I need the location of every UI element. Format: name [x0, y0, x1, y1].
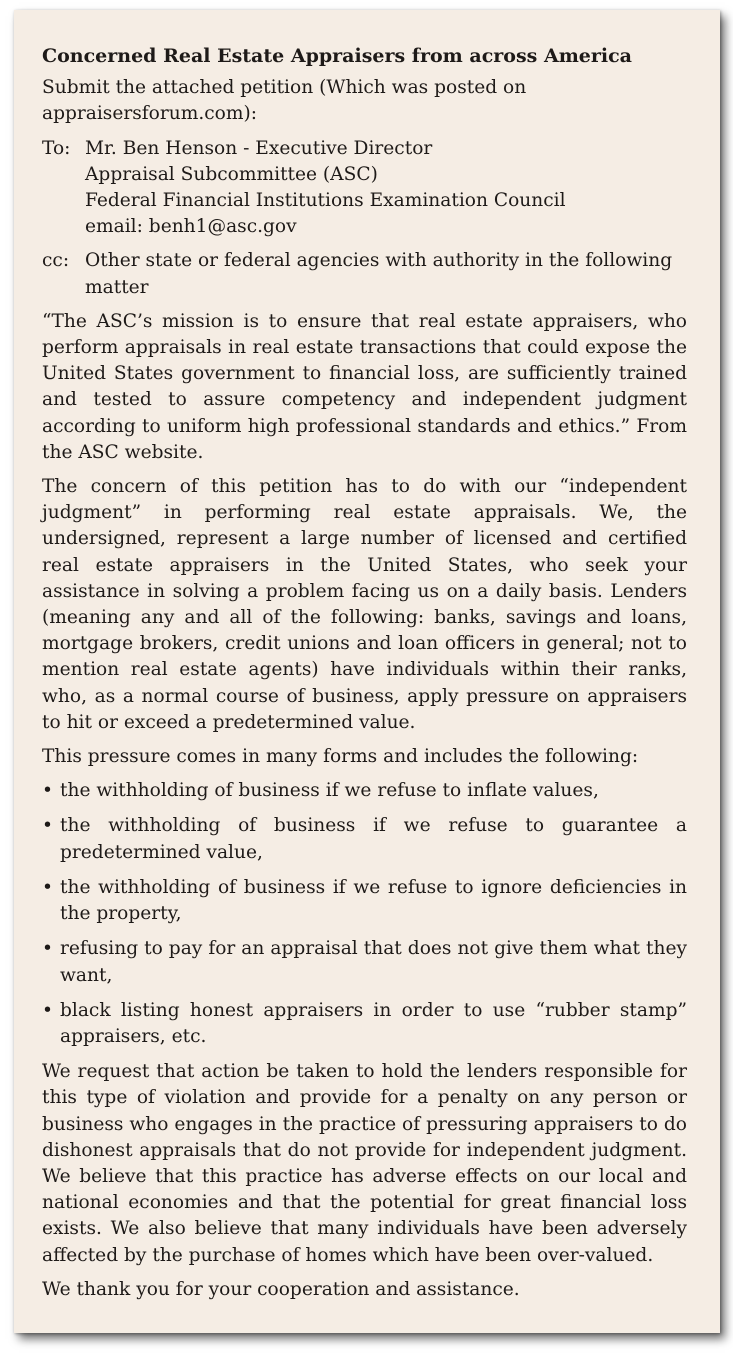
list-item-text: the withholding of business if we refuse to inflate values, [60, 780, 599, 802]
to-line-email: email: benh1@asc.gov [85, 216, 297, 238]
list-item [42, 778, 687, 804]
to-line-council: Federal Financial Institutions Examination Council [85, 190, 566, 212]
to-block [42, 136, 687, 241]
list-item-text: refusing to pay for an appraisal that does not give them what they want, [60, 938, 687, 986]
closing-paragraph: We thank you for your cooperation and assistance. [42, 1278, 520, 1300]
concern-paragraph: The concern of this petition has to do with our “independent judgment” in performing real estate appraisals. We, the undersigned, represent a large number of licensed and certified real estate appraisers in the United States, who seek your assistance in solving a problem facing us on a daily basis. Lenders (meaning any and all of the following: banks, savings and loans, mortgage brokers, credit unions and loan officers in general; not to mention real estate agents) have individuals within their ranks, who, as a normal course of business, apply pressure on appraisers to hit or exceed a predetermined value. [42, 476, 687, 733]
list-item [42, 998, 687, 1050]
list-item-text: the withholding of business if we refuse to ignore deficiencies in the property, [60, 876, 687, 925]
pressure-intro: This pressure comes in many forms and includes the following: [42, 746, 639, 768]
list-item [42, 813, 687, 865]
bullet-dot: • [42, 876, 53, 898]
list-item [42, 875, 687, 927]
document-card [14, 10, 720, 1333]
bullet-dot: • [42, 815, 53, 837]
intro-paragraph: Submit the attached petition (Which was posted on appraisersforum.com): [42, 77, 527, 125]
list-item-text: the withholding of business if we refuse to guarantee a predetermined value, [60, 815, 687, 863]
mission-quote-paragraph: “The ASC’s mission is to ensure that real estate appraisers, who perform appraisals in real estate transactions that could expose the United States government to financial loss, are sufficiently trained and tested to assure competency and independent judgment according to uniform high professional standards and ethics.” From the ASC website. [42, 310, 687, 463]
request-paragraph: We request that action be taken to hold the lenders responsible for this type of violation and provide for a penalty on any person or business who engages in the practice of pressuring appraisers to do dishonest appraisals that do not provide for independent judgment. We believe that this practice has adverse effects on our local and national economies and that the potential for great financial loss exists. We also believe that many individuals have been adversely affected by the purchase of homes which have been over-valued. [42, 1061, 687, 1266]
cc-block [42, 248, 687, 300]
bullet-dot: • [42, 999, 53, 1021]
cc-label: cc: [42, 250, 70, 272]
to-line-name: Mr. Ben Henson - Executive Director [85, 137, 433, 159]
page-title: Concerned Real Estate Appraisers from across America [42, 45, 632, 67]
pressure-list [42, 778, 687, 1050]
list-item [42, 936, 687, 988]
bullet-dot: • [42, 938, 53, 960]
cc-text: Other state or federal agencies with authority in the following matter [85, 250, 673, 298]
list-item-text: black listing honest appraisers in order to use “rubber stamp” appraisers, etc. [60, 999, 687, 1047]
document-body [42, 43, 687, 1311]
to-address [85, 136, 687, 241]
to-label: To: [42, 137, 71, 159]
to-line-org: Appraisal Subcommittee (ASC) [85, 163, 378, 185]
bullet-dot: • [42, 780, 53, 802]
